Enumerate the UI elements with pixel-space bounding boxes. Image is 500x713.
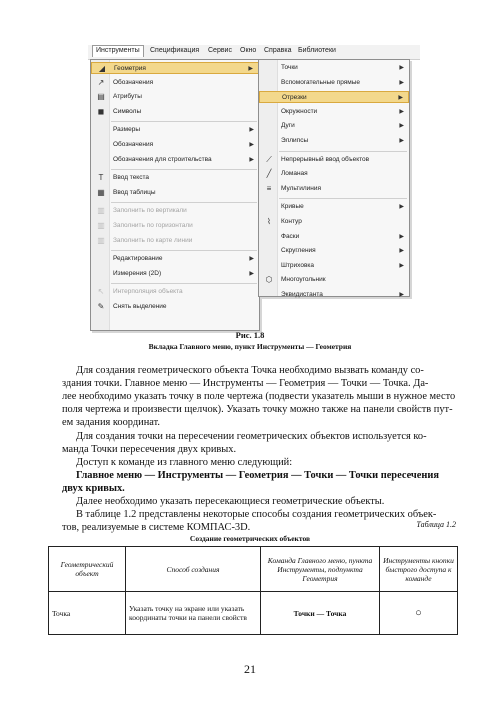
body-line: поля чертежа и произвести щелчок). Указать точку можно также на панели свойств пут- bbox=[62, 404, 453, 416]
cursor-icon: ↖ bbox=[97, 287, 105, 297]
geometry-submenu-item-label: Эквидистанта bbox=[281, 291, 323, 298]
menu-service[interactable]: Сервис bbox=[208, 47, 232, 54]
main-menu-item-label: Обозначения bbox=[113, 141, 154, 148]
geometry-submenu-item-label: Непрерывный ввод объектов bbox=[281, 155, 370, 163]
figure-caption: Вкладка Главного меню, пункт Инструменты — Геометрия bbox=[148, 342, 352, 351]
header-object: Геометрический объект bbox=[49, 547, 126, 592]
menu-libraries[interactable]: Библиотеки bbox=[298, 47, 336, 54]
geometry-submenu-item-label: Точки bbox=[281, 64, 298, 71]
header-command: Команда Главного меню, пункта Инструменты, подпункта Геометрия bbox=[261, 547, 380, 592]
menu-separator bbox=[279, 151, 407, 152]
table-header-row bbox=[49, 547, 458, 592]
cell-method: Указать точку на экране или указать координаты точки на панели свойств bbox=[126, 592, 261, 635]
geometry-submenu-item-label: Фаски bbox=[281, 232, 300, 240]
table-row bbox=[49, 592, 458, 635]
chevron-right-icon: ▶ bbox=[249, 270, 254, 277]
menu-separator bbox=[111, 202, 257, 203]
main-menu-item-label: Интерполяция объекта bbox=[113, 288, 183, 296]
main-menu-item-label: Заполнить по вертикали bbox=[113, 207, 187, 215]
instruments-dropdown bbox=[90, 59, 260, 331]
main-menu-item-label: Атрибуты bbox=[113, 93, 142, 101]
main-menu-item-label: Измерения (2D) bbox=[113, 269, 162, 277]
chevron-right-icon: ▶ bbox=[399, 123, 404, 130]
chevron-right-icon: ▶ bbox=[399, 248, 404, 255]
geometry-submenu-item-label: Мультилиния bbox=[281, 184, 322, 192]
main-menu-item[interactable] bbox=[91, 268, 259, 280]
chevron-right-icon: ▶ bbox=[399, 138, 404, 144]
body-line: В таблице 1.2 представлены некоторые способы создания геометрических объек- bbox=[76, 509, 437, 521]
geometry-submenu-item[interactable] bbox=[259, 260, 409, 272]
chevron-right-icon: ▶ bbox=[399, 292, 404, 298]
geometry-submenu-item-label: Скругления bbox=[281, 247, 316, 255]
geometry-submenu-item[interactable] bbox=[259, 274, 409, 286]
geometry-submenu-item-label: Штриховка bbox=[281, 261, 315, 269]
fill-icon: ▥ bbox=[97, 235, 105, 245]
main-menu-item[interactable] bbox=[91, 91, 259, 103]
attributes-icon: ▤ bbox=[97, 92, 105, 102]
geometry-submenu-item[interactable] bbox=[259, 168, 409, 180]
menu-instruments[interactable]: Инструменты bbox=[92, 45, 144, 57]
main-menu-item[interactable] bbox=[91, 77, 259, 89]
fill-icon: ▥ bbox=[97, 206, 105, 216]
geometry-submenu-item-label: Окружности bbox=[281, 107, 318, 115]
table-title: Создание геометрических объектов bbox=[189, 534, 311, 543]
cell-object: Точка bbox=[49, 592, 126, 635]
main-menu-item-label: Заполнить по карте линии bbox=[113, 236, 193, 244]
main-menu-item[interactable] bbox=[91, 154, 259, 166]
chevron-right-icon: ▶ bbox=[249, 256, 254, 263]
main-menu-item[interactable] bbox=[91, 220, 259, 232]
main-menu-item[interactable] bbox=[91, 62, 259, 74]
main-menu-item[interactable] bbox=[91, 139, 259, 151]
page-number: 21 bbox=[244, 662, 256, 676]
menu-help[interactable]: Справка bbox=[264, 47, 292, 54]
broken-line-icon: ╱ bbox=[266, 169, 272, 179]
table-icon: ▦ bbox=[97, 187, 105, 197]
body-line: Для создания геометрического объекта Точка необходимо вызвать команду со- bbox=[76, 365, 424, 376]
geometry-submenu-item[interactable] bbox=[259, 201, 409, 213]
geometry-submenu-item[interactable] bbox=[259, 91, 409, 103]
symbol-icon: ◼ bbox=[97, 106, 105, 116]
main-menu-item-label: Обозначения bbox=[113, 78, 154, 86]
polyline-icon: ⟋ bbox=[266, 154, 272, 164]
body-line: Доступ к команде из главного меню следующий: bbox=[76, 456, 293, 468]
main-menu-item[interactable] bbox=[91, 106, 259, 118]
main-menu-item[interactable] bbox=[91, 187, 259, 199]
geometry-submenu-item-label: Дуги bbox=[281, 122, 295, 130]
brush-icon: ✎ bbox=[97, 302, 105, 311]
main-menu-item[interactable] bbox=[91, 301, 259, 313]
main-menu-item-label: Заполнить по горизонтали bbox=[113, 222, 193, 229]
menu-screenshot bbox=[88, 45, 420, 330]
multiline-icon: ≡ bbox=[266, 183, 272, 193]
menu-separator bbox=[111, 121, 257, 122]
geometry-submenu-item[interactable] bbox=[259, 135, 409, 147]
header-button: Инструменты кнопки быстрого доступа к команде bbox=[380, 547, 458, 592]
main-menu-item[interactable] bbox=[91, 253, 259, 265]
main-menu-item-label: Ввод текста bbox=[113, 174, 149, 182]
fill-icon: ▥ bbox=[97, 221, 105, 230]
main-menu-item[interactable] bbox=[91, 235, 259, 247]
geometry-icon: ◢ bbox=[98, 64, 106, 73]
chevron-right-icon: ▶ bbox=[399, 65, 404, 71]
body-line: лее необходимо указать точку в поле чертежа (подвести указатель мыши в нужное место bbox=[62, 391, 456, 403]
body-line: Далее необходимо указать пересекающиеся геометрические объекты. bbox=[76, 496, 385, 507]
text-icon: T bbox=[98, 173, 104, 183]
body-line: тов, реализуемые в системе КОМПАС-3D. bbox=[62, 522, 251, 534]
menu-separator bbox=[111, 250, 257, 251]
menu-bar bbox=[88, 45, 420, 60]
geometry-submenu-item[interactable] bbox=[259, 289, 409, 301]
geometry-submenu-item-label: Вспомогательные прямые bbox=[281, 78, 361, 86]
menu-separator bbox=[111, 169, 257, 170]
menu-specification[interactable]: Спецификация bbox=[150, 47, 200, 54]
polygon-icon: ⬡ bbox=[265, 275, 273, 285]
main-menu-item[interactable] bbox=[91, 172, 259, 184]
main-menu-item[interactable] bbox=[91, 286, 259, 298]
menu-window[interactable]: Окно bbox=[240, 47, 257, 54]
body-line: Для создания точки на пересечении геометрических объектов используется ко- bbox=[76, 430, 427, 442]
geometry-submenu bbox=[258, 59, 410, 297]
leader-icon: ↗ bbox=[97, 77, 105, 87]
body-line: двух кривых. bbox=[62, 482, 125, 494]
geometry-table bbox=[48, 546, 458, 635]
cell-command: Точки — Точка bbox=[261, 592, 380, 635]
geometry-submenu-item[interactable] bbox=[259, 183, 409, 195]
geometry-submenu-item-label: Кривые bbox=[281, 203, 304, 211]
main-menu-item[interactable] bbox=[91, 205, 259, 217]
header-method: Способ создания bbox=[126, 547, 261, 592]
chevron-right-icon: ▶ bbox=[249, 127, 254, 134]
chevron-right-icon: ▶ bbox=[248, 66, 253, 72]
geometry-submenu-item[interactable] bbox=[259, 231, 409, 243]
geometry-submenu-item[interactable] bbox=[259, 216, 409, 228]
chevron-right-icon: ▶ bbox=[399, 108, 404, 115]
figure-number: Рис. 1.8 bbox=[235, 330, 265, 340]
body-line: ем задания координат. bbox=[62, 417, 160, 429]
geometry-submenu-item-label: Отрезки bbox=[282, 94, 307, 102]
geometry-submenu-item[interactable] bbox=[259, 154, 409, 166]
geometry-submenu-item[interactable] bbox=[259, 245, 409, 257]
geometry-submenu-item-label: Ломаная bbox=[281, 170, 308, 178]
chevron-right-icon: ▶ bbox=[399, 204, 404, 211]
main-menu-item-label: Символы bbox=[113, 107, 142, 115]
chevron-right-icon: ▶ bbox=[399, 233, 404, 240]
point-tool-icon: ○ bbox=[380, 592, 458, 635]
chevron-right-icon: ▶ bbox=[249, 142, 254, 148]
geometry-submenu-item[interactable] bbox=[259, 106, 409, 118]
main-menu-item-label: Ввод таблицы bbox=[113, 188, 156, 196]
main-menu-item-label: Размеры bbox=[113, 126, 141, 134]
chevron-right-icon: ▶ bbox=[249, 156, 254, 163]
chevron-right-icon: ▶ bbox=[398, 95, 403, 102]
chevron-right-icon: ▶ bbox=[399, 262, 404, 269]
menu-separator bbox=[111, 283, 257, 284]
body-line: манда Точки пересечения двух кривых. bbox=[62, 443, 237, 455]
main-menu-item-label: Снять выделение bbox=[113, 303, 167, 310]
contour-icon: ⌇ bbox=[267, 217, 271, 226]
main-menu-item-label: Обозначения для строительства bbox=[113, 155, 212, 163]
body-line: Главное меню — Инструменты — Геометрия — Точки — Точки пересечения bbox=[76, 469, 439, 481]
geometry-submenu-item-label: Контур bbox=[281, 218, 302, 225]
body-line: здания точки. Главное меню — Инструменты — Геометрия — Точки — Точка. Да- bbox=[62, 378, 429, 390]
geometry-submenu-item-label: Эллипсы bbox=[281, 137, 309, 144]
menu-separator bbox=[279, 198, 407, 199]
geometry-submenu-item[interactable] bbox=[259, 62, 409, 74]
table-label: Таблица 1.2 bbox=[416, 520, 456, 529]
geometry-submenu-item[interactable] bbox=[259, 120, 409, 132]
main-menu-item[interactable] bbox=[91, 124, 259, 136]
main-menu-item-label: Геометрия bbox=[114, 65, 146, 72]
main-menu-item-label: Редактирование bbox=[113, 255, 163, 263]
geometry-submenu-item[interactable] bbox=[259, 77, 409, 89]
chevron-right-icon: ▶ bbox=[399, 79, 404, 86]
geometry-submenu-item-label: Многоугольник bbox=[281, 276, 326, 284]
